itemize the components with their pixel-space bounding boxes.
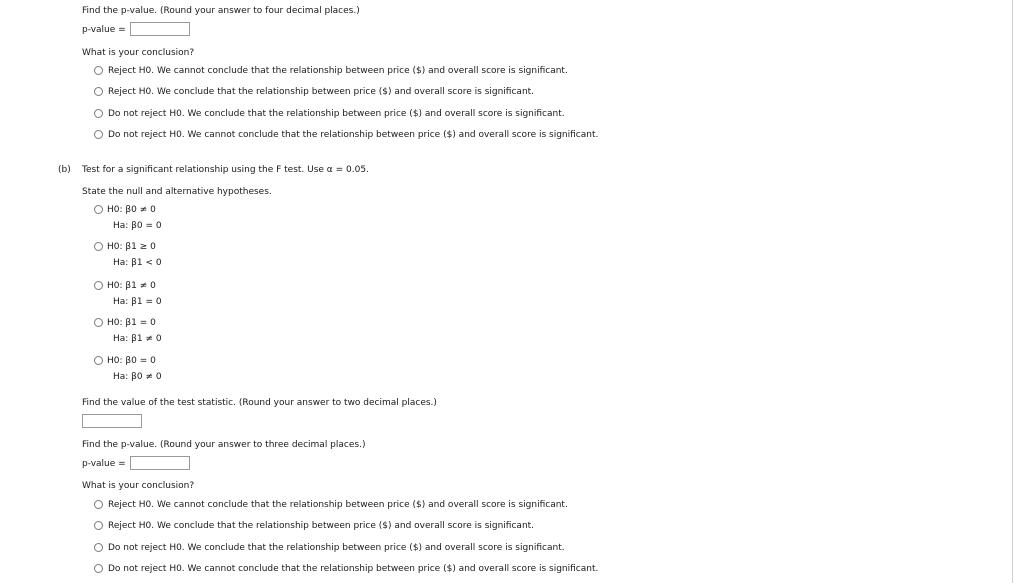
radio-button[interactable]: [94, 242, 103, 251]
radio-button[interactable]: [94, 87, 103, 96]
alternative-hypothesis: Ha: β1 = 0: [113, 297, 162, 307]
radio-button[interactable]: [94, 318, 103, 327]
part-a-pvalue-label: p-value =: [82, 25, 126, 35]
radio-button[interactable]: [94, 564, 103, 573]
part-b-pvalue-input[interactable]: [130, 456, 190, 470]
part-a-conclusion-prompt: What is your conclusion?: [82, 48, 195, 58]
radio-button[interactable]: [94, 543, 103, 552]
null-hypothesis: H0: β0 ≠ 0: [107, 205, 156, 215]
part-b-pvalue-prompt: Find the p-value. (Round your answer to three decimal places.): [82, 440, 366, 450]
null-hypothesis: H0: β1 ≠ 0: [107, 281, 156, 291]
radio-button[interactable]: [94, 521, 103, 530]
null-hypothesis: H0: β0 = 0: [107, 356, 156, 366]
option-label: Reject H0. We cannot conclude that the relationship between price ($) and overall score is significant.: [108, 500, 568, 510]
part-b-pvalue-label: p-value =: [82, 459, 126, 469]
option-label: Reject H0. We cannot conclude that the relationship between price ($) and overall score is significant.: [108, 66, 568, 76]
test-statistic-input[interactable]: [82, 414, 142, 428]
alternative-hypothesis: Ha: β1 < 0: [113, 258, 162, 268]
null-hypothesis: H0: β1 ≥ 0: [107, 242, 156, 252]
test-statistic-prompt: Find the value of the test statistic. (Round your answer to two decimal places.): [82, 398, 437, 408]
option-label: Do not reject H0. We cannot conclude that the relationship between price ($) and overall score is significant.: [108, 564, 599, 574]
option-label: Do not reject H0. We cannot conclude that the relationship between price ($) and overall score is significant.: [108, 130, 599, 140]
option-label: Do not reject H0. We conclude that the relationship between price ($) and overall score is significant.: [108, 543, 565, 553]
part-b-conclusion-prompt: What is your conclusion?: [82, 481, 195, 491]
alternative-hypothesis: Ha: β0 ≠ 0: [113, 372, 162, 382]
part-a-pvalue-input[interactable]: [130, 22, 190, 36]
alternative-hypothesis: Ha: β1 ≠ 0: [113, 334, 162, 344]
radio-button[interactable]: [94, 281, 103, 290]
option-label: Do not reject H0. We conclude that the relationship between price ($) and overall score is significant.: [108, 109, 565, 119]
part-b-label: (b): [58, 165, 71, 175]
hypotheses-prompt: State the null and alternative hypotheses.: [82, 187, 272, 197]
part-a-pvalue-prompt: Find the p-value. (Round your answer to four decimal places.): [82, 6, 360, 16]
alternative-hypothesis: Ha: β0 = 0: [113, 221, 162, 231]
option-label: Reject H0. We conclude that the relationship between price ($) and overall score is significant.: [108, 521, 535, 531]
radio-button[interactable]: [94, 109, 103, 118]
right-divider: [1012, 0, 1013, 583]
option-label: Reject H0. We conclude that the relationship between price ($) and overall score is significant.: [108, 87, 535, 97]
part-b-task: Test for a significant relationship using the F test. Use α = 0.05.: [82, 165, 369, 175]
null-hypothesis: H0: β1 = 0: [107, 318, 156, 328]
radio-button[interactable]: [94, 356, 103, 365]
radio-button[interactable]: [94, 130, 103, 139]
radio-button[interactable]: [94, 500, 103, 509]
radio-button[interactable]: [94, 205, 103, 214]
radio-button[interactable]: [94, 66, 103, 75]
